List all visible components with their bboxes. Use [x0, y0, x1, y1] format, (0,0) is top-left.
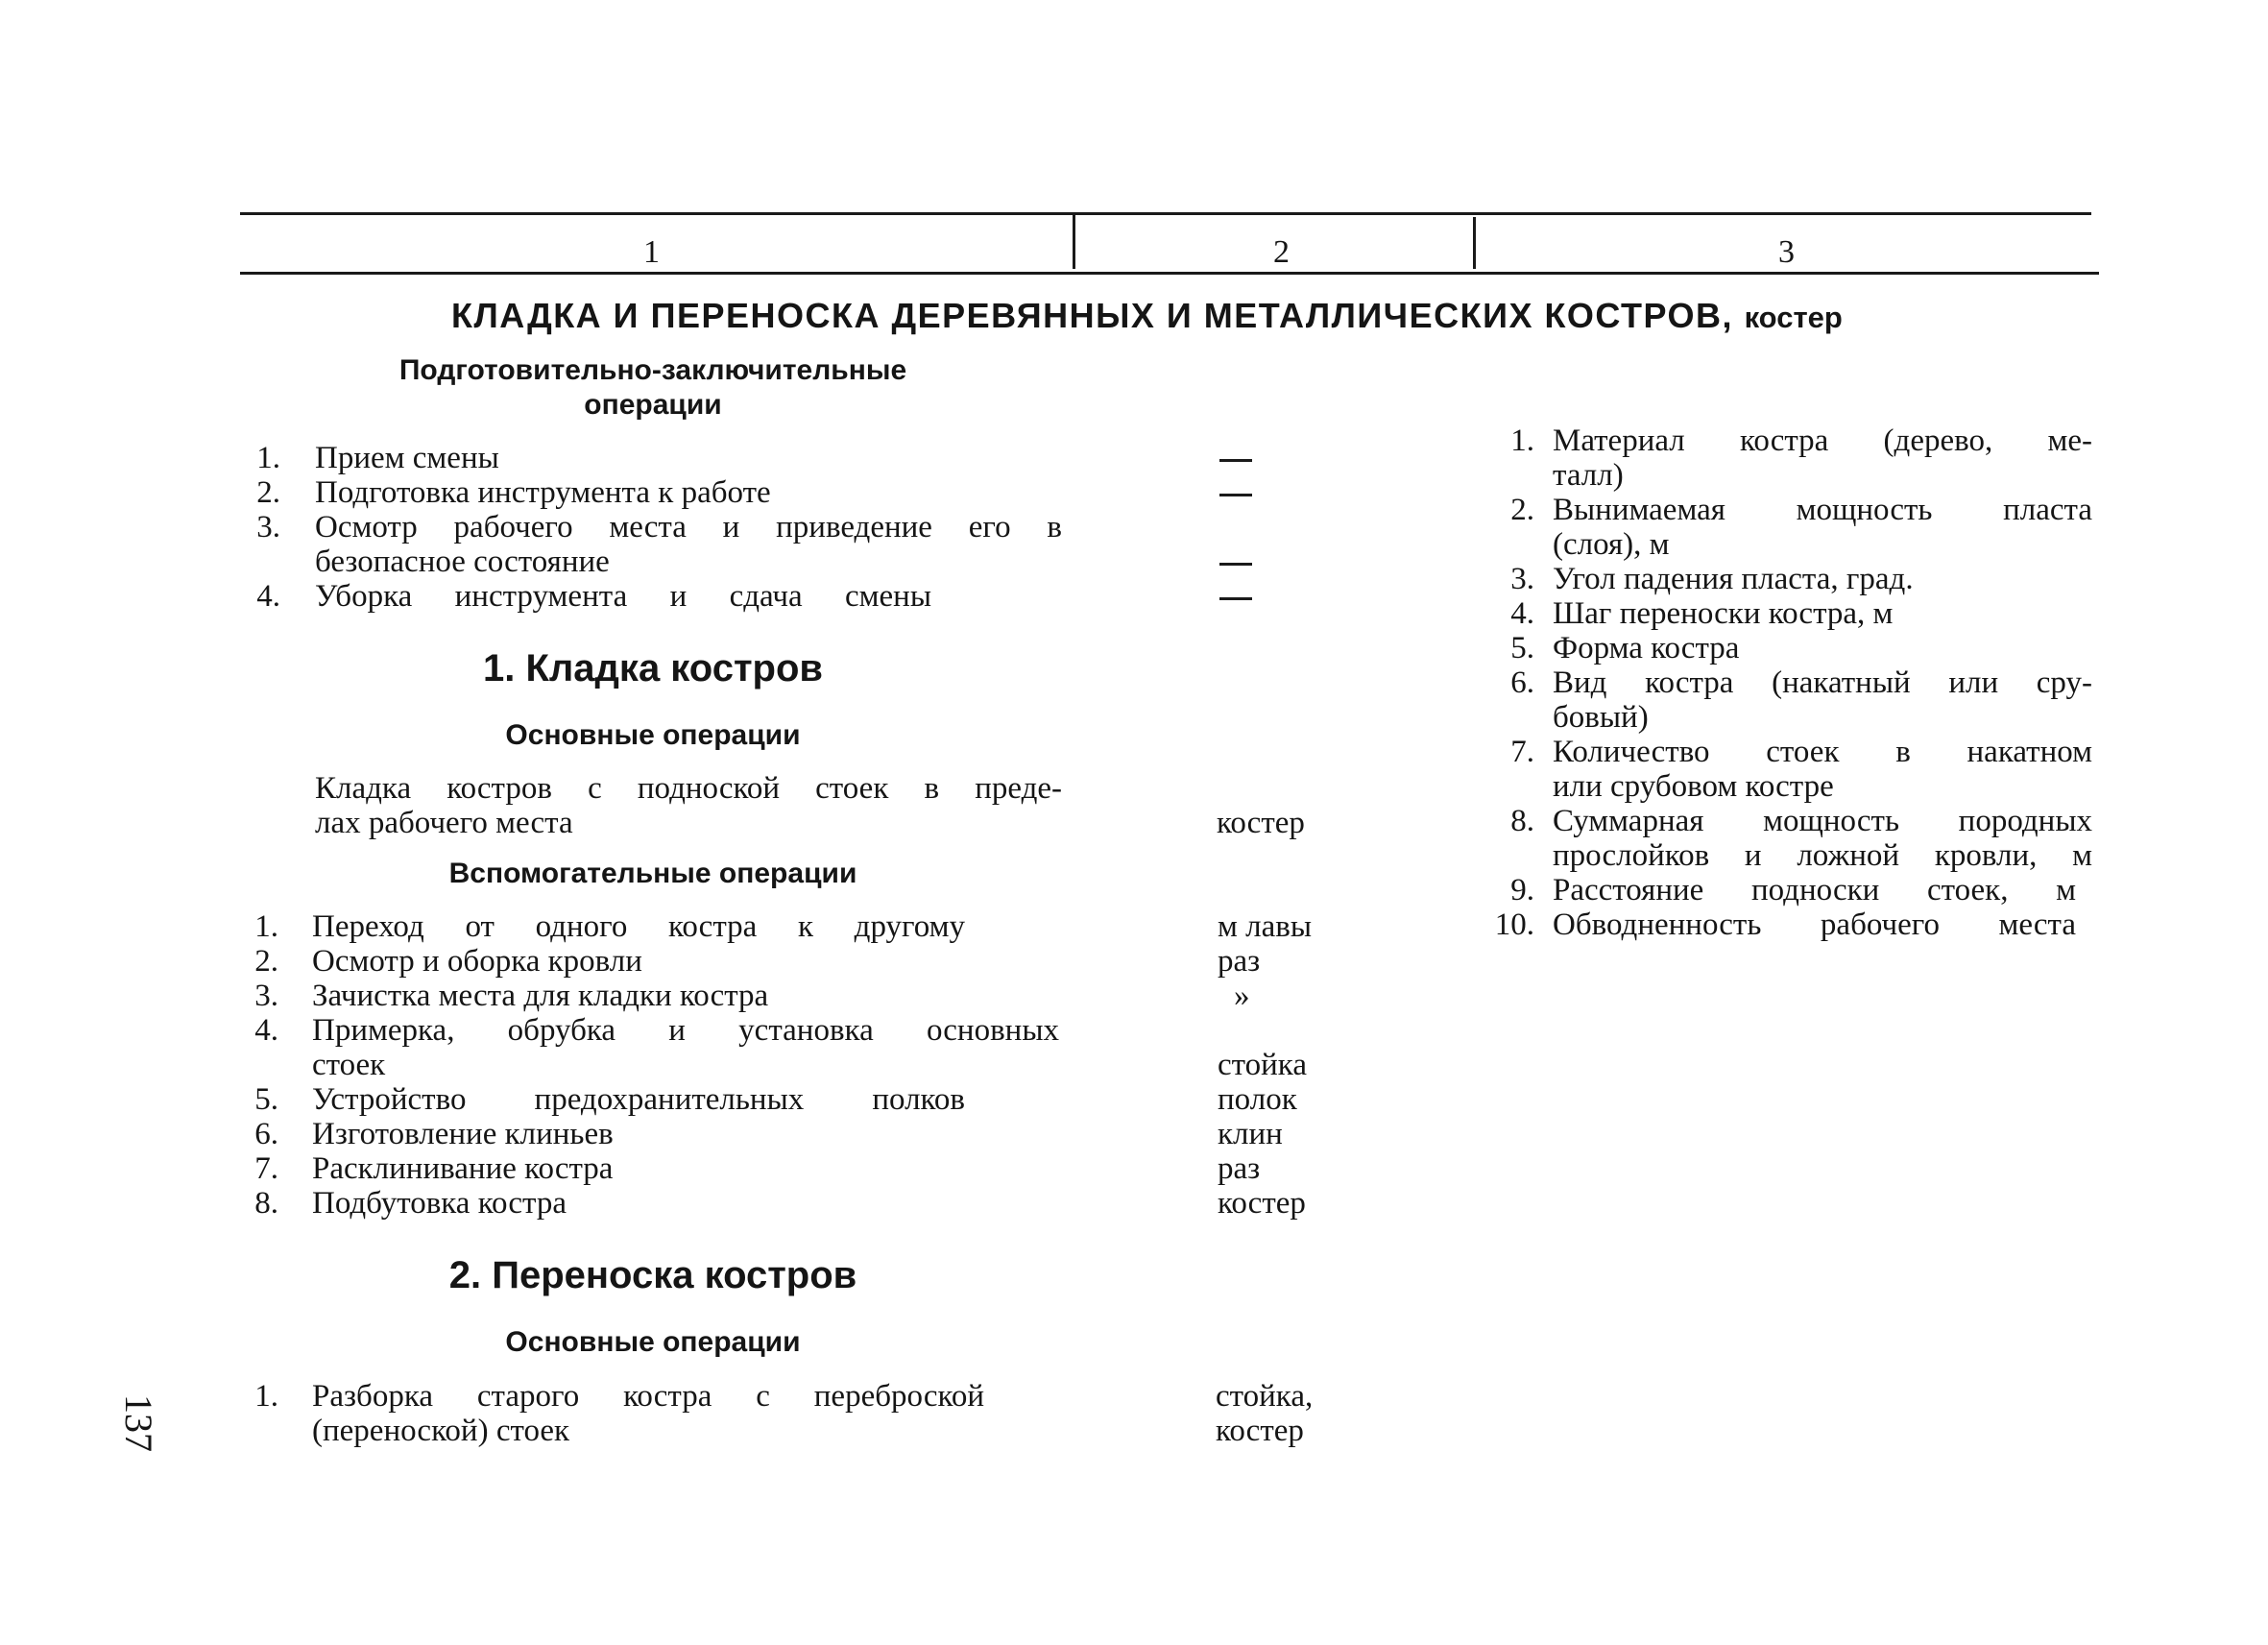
main-title: [451, 296, 1843, 336]
factor-text-line1: Вид костра (накатный или сру-: [1553, 665, 2092, 700]
section2-title: 2. Переноска костров: [448, 1254, 857, 1296]
factor-number: 3.: [1510, 562, 1534, 596]
aux-item-number: 8.: [254, 1186, 278, 1221]
column-number-3: 3: [1778, 234, 1795, 270]
prep-unit-dash: [1219, 597, 1252, 600]
factor-text-line2: талл): [1553, 458, 1624, 493]
factor-text-line1: Суммарная мощность породных: [1553, 804, 2092, 838]
prep-item-number: 1.: [256, 441, 280, 475]
header-divider-1: [1073, 215, 1075, 269]
factor-number: 9.: [1510, 873, 1534, 907]
prep-unit-dash: [1219, 459, 1252, 462]
section1-main-heading: Основные операции: [505, 719, 801, 751]
aux-item-text-line2: стоек: [312, 1048, 386, 1082]
prep-heading-line1: Подготовительно-заключительные: [398, 354, 907, 386]
factor-text-line1: Форма костра: [1553, 631, 1740, 665]
section2-main-heading: Основные операции: [505, 1326, 801, 1358]
section1-aux-heading: Вспомогательные операции: [448, 858, 857, 889]
factor-text-line1: Материал костра (дерево, ме-: [1553, 423, 2092, 458]
factor-text-line2: прослойков и ложной кровли, м: [1553, 838, 2092, 873]
aux-item-text: Устройство предохранительных полков: [312, 1082, 965, 1117]
aux-item-text: Расклинивание костра: [312, 1151, 614, 1186]
main-title-text: КЛАДКА И ПЕРЕНОСКА ДЕРЕВЯННЫХ И МЕТАЛЛИЧЕСКИХ КОСТРОВ,: [451, 296, 1734, 335]
section2-item-text-line2: (переноской) стоек: [312, 1414, 570, 1448]
factor-text-line1: Шаг переноски костра, м: [1553, 596, 1894, 631]
factor-text-line2: (слоя), м: [1553, 527, 1670, 562]
aux-item-unit: стойка: [1218, 1048, 1307, 1082]
factor-number: 8.: [1510, 804, 1534, 838]
aux-item-text: Осмотр и оборка кровли: [312, 944, 642, 979]
aux-item-number: 3.: [254, 979, 278, 1013]
aux-item-unit: раз: [1218, 944, 1261, 979]
prep-item-text: Уборка инструмента и сдача смены: [315, 579, 931, 614]
aux-item-number: 6.: [254, 1117, 278, 1151]
aux-item-unit: костер: [1218, 1186, 1306, 1221]
factor-number: 10.: [1494, 907, 1534, 942]
aux-item-unit: полок: [1218, 1082, 1297, 1117]
aux-item-unit: раз: [1218, 1151, 1261, 1186]
section2-item-number: 1.: [254, 1379, 278, 1414]
factor-number: 6.: [1510, 665, 1534, 700]
header-bottom-rule: [240, 272, 2099, 275]
factor-text-line1: Обводненность рабочего места: [1553, 907, 2076, 942]
aux-item-unit: клин: [1218, 1117, 1283, 1151]
section1-main-text-line2: лах рабочего места: [315, 806, 573, 840]
prep-item-text: Подготовка инструмента к работе: [315, 475, 771, 510]
section2-item-text-line1: Разборка старого костра с переброской: [312, 1379, 984, 1414]
factor-number: 1.: [1510, 423, 1534, 458]
section2-item-unit-line2: костер: [1216, 1414, 1304, 1448]
factor-number: 5.: [1510, 631, 1534, 665]
aux-item-number: 4.: [254, 1013, 278, 1048]
factor-number: 4.: [1510, 596, 1534, 631]
aux-item-number: 1.: [254, 909, 278, 944]
factor-number: 2.: [1510, 493, 1534, 527]
factor-text-line2: бовый): [1553, 700, 1649, 735]
prep-item-text-line1: Осмотр рабочего места и приведение его в: [315, 510, 1062, 544]
aux-item-unit: »: [1234, 979, 1250, 1013]
main-title-unit: костер: [1744, 301, 1843, 334]
section1-title: 1. Кладка костров: [482, 647, 823, 689]
aux-item-unit: м лавы: [1218, 909, 1313, 944]
prep-heading: [317, 353, 989, 423]
column-number-2: 2: [1273, 234, 1290, 270]
column-number-1: 1: [643, 234, 660, 270]
section1-main-text-line1: Кладка костров с подноской стоек в преде-: [315, 771, 1062, 806]
aux-item-text-line1: Примерка, обрубка и установка основных: [312, 1013, 1059, 1048]
aux-item-number: 2.: [254, 944, 278, 979]
header-divider-2: [1473, 217, 1476, 269]
factor-number: 7.: [1510, 735, 1534, 769]
prep-item-number: 3.: [256, 510, 280, 544]
aux-item-number: 5.: [254, 1082, 278, 1117]
prep-unit-dash: [1219, 563, 1252, 566]
prep-item-number: 2.: [256, 475, 280, 510]
prep-item-text-line2: безопасное состояние: [315, 544, 610, 579]
aux-item-text: Зачистка места для кладки костра: [312, 979, 769, 1013]
factor-text-line1: Угол падения пласта, град.: [1553, 562, 1914, 596]
prep-item-text: Прием смены: [315, 441, 499, 475]
prep-item-number: 4.: [256, 579, 280, 614]
header-top-rule: [240, 212, 2091, 215]
aux-item-text: Переход от одного костра к другому: [312, 909, 965, 944]
prep-heading-line2: операции: [584, 389, 722, 421]
aux-item-number: 7.: [254, 1151, 278, 1186]
page-number: 137: [117, 1394, 160, 1452]
factor-text-line1: Вынимаемая мощность пласта: [1553, 493, 2092, 527]
aux-item-text: Изготовление клиньев: [312, 1117, 614, 1151]
factor-text-line1: Количество стоек в накатном: [1553, 735, 2092, 769]
prep-unit-dash: [1219, 494, 1252, 496]
factor-text-line1: Расстояние подноски стоек, м: [1553, 873, 2076, 907]
aux-item-text: Подбутовка костра: [312, 1186, 567, 1221]
section1-main-unit: костер: [1217, 806, 1305, 840]
factor-text-line2: или срубовом костре: [1553, 769, 1834, 804]
section2-item-unit-line1: стойка,: [1216, 1379, 1314, 1414]
